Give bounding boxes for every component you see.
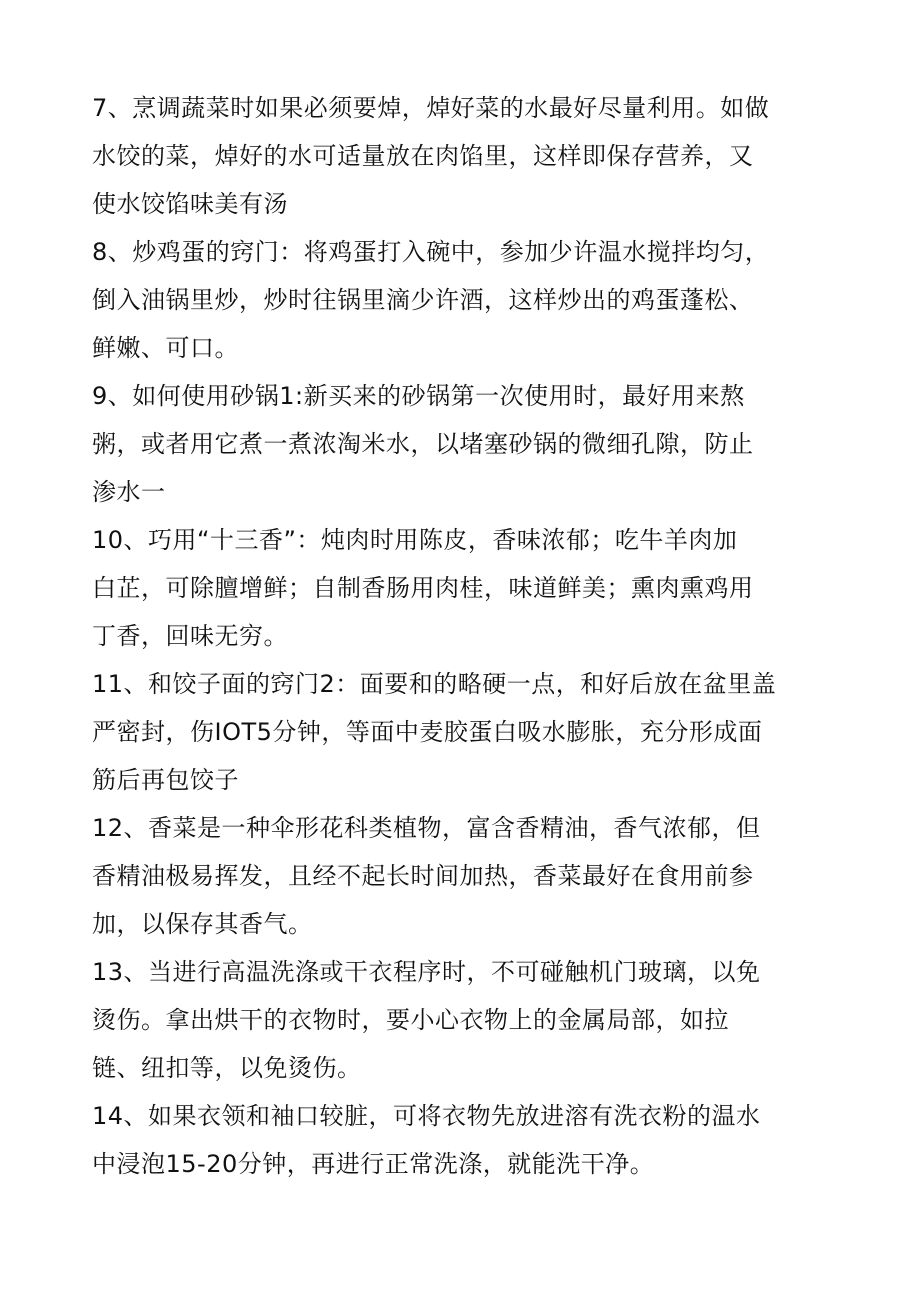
tip-line: 渗水一 bbox=[92, 478, 166, 506]
tip-line: 烫伤。拿出烘干的衣物时，要小心衣物上的金属局部，如拉 bbox=[92, 1006, 729, 1034]
tips-list bbox=[92, 84, 832, 1188]
tip-7 bbox=[92, 84, 832, 228]
tip-10 bbox=[92, 516, 832, 660]
tip-12 bbox=[92, 804, 832, 948]
tip-line: 筋后再包饺子 bbox=[92, 766, 239, 794]
tip-13 bbox=[92, 948, 832, 1092]
tip-line: 香精油极易挥发，且经不起长时间加热，香菜最好在食用前参 bbox=[92, 862, 754, 890]
tip-line: 使水饺馅味美有汤 bbox=[92, 190, 288, 218]
tip-line: 倒入油锅里炒，炒时往锅里滴少许酒，这样炒出的鸡蛋蓬松、 bbox=[92, 286, 754, 314]
tip-line: 加，以保存其香气。 bbox=[92, 910, 313, 938]
tip-line: 13、当进行高温洗涤或干衣程序时，不可碰触机门玻璃，以免 bbox=[92, 958, 761, 986]
tip-line: 水饺的菜，焯好的水可适量放在肉馅里，这样即保存营养，又 bbox=[92, 142, 754, 170]
tip-line: 白芷，可除膻增鲜；自制香肠用肉桂，味道鲜美；熏肉熏鸡用 bbox=[92, 574, 754, 602]
tip-line: 粥，或者用它煮一煮浓淘米水，以堵塞砂锅的微细孔隙，防止 bbox=[92, 430, 754, 458]
tip-line: 10、巧用“十三香”：炖肉时用陈皮，香味浓郁；吃牛羊肉加 bbox=[92, 526, 738, 554]
tip-line: 严密封，伤IOT5分钟，等面中麦胶蛋白吸水膨胀，充分形成面 bbox=[92, 718, 763, 746]
tip-line: 14、如果衣领和袖口较脏，可将衣物先放进溶有洗衣粉的温水 bbox=[92, 1102, 761, 1130]
tip-line: 中浸泡15-20分钟，再进行正常洗涤，就能洗干净。 bbox=[92, 1150, 655, 1178]
tip-line: 9、如何使用砂锅1:新买来的砂锅第一次使用时，最好用来熬 bbox=[92, 382, 745, 410]
tip-line: 链、纽扣等，以免烫伤。 bbox=[92, 1054, 362, 1082]
tip-line: 11、和饺子面的窍门2：面要和的略硬一点，和好后放在盆里盖 bbox=[92, 670, 777, 698]
tip-line: 12、香菜是一种伞形花科类植物，富含香精油，香气浓郁，但 bbox=[92, 814, 761, 842]
tip-11 bbox=[92, 660, 832, 804]
tip-14 bbox=[92, 1092, 832, 1188]
tip-9 bbox=[92, 372, 832, 516]
tip-line: 鲜嫩、可口。 bbox=[92, 334, 239, 362]
tip-line: 7、烹调蔬菜时如果必须要焯，焯好菜的水最好尽量利用。如做 bbox=[92, 94, 770, 122]
tip-line: 丁香，回味无穷。 bbox=[92, 622, 288, 650]
tip-line: 8、炒鸡蛋的窍门：将鸡蛋打入碗中，参加少许温水搅拌均匀， bbox=[92, 238, 770, 266]
tip-8 bbox=[92, 228, 832, 372]
